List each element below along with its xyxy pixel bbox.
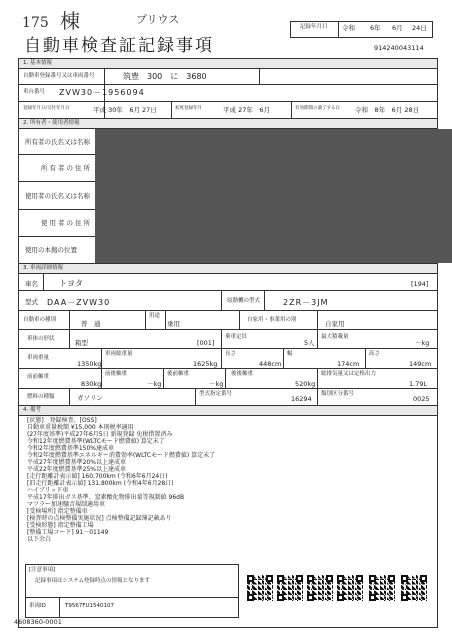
redacted-owner-info [95, 129, 452, 263]
registration-number: 筑豊 300 に 3680 [123, 72, 207, 81]
first-registration: 平成 27年 6月 [223, 106, 270, 114]
notes-box [25, 564, 239, 618]
remark-line: 平成17年排出ガス基準、窒素酸化物排出量等規制値 96dB [27, 494, 185, 501]
remark-line: (27年度基準)平成27年6月5日 新規登録 免税措置済み [27, 431, 173, 438]
rear-front-axle: －kg [209, 380, 224, 388]
remark-line: [受検場所] 指定整備車 [27, 508, 88, 515]
vehicle-width: 174cm [337, 360, 360, 368]
displacement: 1.79L [409, 380, 428, 388]
notes-text: 記録事項はシステム登録時点の情報となります [35, 578, 150, 584]
remark-line: 令和2年度燃費基準エネルギー消費効率(WLTCモード燃費値) 算定未了 [27, 452, 216, 459]
registration-date: 平成 30年 6月 27日 [93, 106, 157, 114]
remark-line: [受検形態] 指定整備工場 [27, 522, 94, 529]
doc-number: 914240043114 [374, 44, 424, 52]
remark-line: [状態] 登録検査、[OSS] [27, 417, 97, 424]
remark-line: [走行距離計表示値] 160,700km (令和6年6月24日) [27, 473, 168, 480]
body-shape: 箱型 [75, 339, 88, 347]
rear-rear-axle: 520kg [295, 380, 316, 388]
vehicle-height: 149cm [409, 360, 432, 368]
notes-heading: [注意事項] [29, 567, 56, 573]
page-title: 自動車検査証記録事項 [24, 36, 214, 56]
vehicle-use: 乗用 [167, 320, 180, 328]
section-basic: 1. 基本情報 [23, 60, 52, 66]
engine-code: 2ZR－3JM [283, 298, 329, 307]
handwritten-katakana: プリウス [136, 13, 180, 26]
qr-code [337, 575, 363, 601]
footer-number: 4608360-0001 [14, 618, 62, 626]
model-code: DAA－ZVW30 [47, 298, 111, 307]
remark-line: 令和12年度燃費基準(WLTCモード燃費値) 算定未了 [27, 438, 165, 445]
remark-line: 自動車重量税額 ¥15,000 本則税率適用 [27, 424, 134, 431]
class-number: 0025 [413, 395, 430, 403]
qr-code [247, 575, 273, 601]
chassis-number: ZVW30－1956094 [59, 88, 145, 97]
fuel-type: ガソリン [77, 394, 103, 402]
vehicle-weight: 1350kg [77, 360, 102, 368]
section-vehicle: 3. 車両詳細情報 [23, 265, 63, 271]
vehicle-purpose: 自家用 [325, 320, 345, 328]
front-front-axle: 830kg [81, 380, 102, 388]
seating-capacity: 5人 [304, 339, 315, 347]
remark-line: 平成22年度燃費基準25%以上達成車 [27, 466, 126, 473]
qr-code [277, 575, 303, 601]
vehicle-id: T9567FU1540107 [65, 603, 115, 609]
vehicle-length: 448cm [259, 360, 282, 368]
remark-line: 令和2年度燃費基準150%達成車 [27, 445, 114, 452]
section-remarks: 4. 備考 [23, 407, 41, 413]
type-designation: 16294 [291, 395, 312, 403]
qr-code [369, 575, 395, 601]
qr-code [307, 575, 333, 601]
remark-line: [旧走行距離計表示値] 131,800km (令和4年6月28日) [27, 480, 174, 487]
remark-line: 平成27年度燃費基準20%以上達成車 [27, 459, 126, 466]
issue-date-label: 記録年月日 [300, 24, 328, 30]
remark-line: ハイブリッド車 [27, 487, 69, 494]
record-sheet: 1. 基本情報 自動車登録番号又は車両番号 筑豊 300 に 3680 車台番号 ZVW30－1956094 登録年月日/交付年月日 平成 30年 6月 27日 初度登録年月 平成 27年 6月 有効期間の満了する日 令和 8年 6月 28日 2. 所有者・使用者情報 所有者の氏名又は名称 所有者の住所 使用者の氏名又は名称 使用者の住所 使用の本拠の位置 3. 車両詳細情報 車名 トヨタ [194] 型式 DAA－ZVW30 原動機の型式 2ZR－3JM 自動車の種別 普 通 用途 乗用 自家用・事業用の別 自家用 車体の形状 箱型 [001] 乗車定員 5人 最大積載量 －kg 車両重量 1350kg 車両総重量 1625kg 長さ 448cm 幅 174cm 高さ 149cm 前前軸重 830kg 前後軸重 －kg 後前軸重 －kg 後後軸重 520kg 総排気量又は定格出力 1.79L 燃料の種類 ガソリン 型式指定番号 16294 類別区分番号 0025 4. 備考 [状態] 登録検査、[OSS] 自動車重量税額 ¥15,000 本則税率適用 (27年度基準)平成27年6月5日 新規登録 免税措置済み 令和12年度燃費基準(WLTCモード燃費値) 算定未了 令和2年度燃費基準150%達成車 令和2年度燃費基準エネルギー消費効率(WLTCモード燃費値) 算定未了 平成27年度燃費基準20%以上達成車 平成22年度燃費基準25%以上達成車 [走行距離計表示値] 160,700km (令和6年6月24日) [旧走行距離計表示値] 131,800km (令和4年6月28日) ハイブリッド車 平成17年排出ガス基準、窒素酸化物排出量等規制値 96dB マフラー加速騒音規制適用車 [受検場所] 指定整備車 [検査時の点検整備実施状況] 点検整備記録簿記載あり [受検形態] 指定整備工場 [整備工場コード] 91－01149 以下余白 [注意事項] 記録事項はシステム登録時点の情報となります 車両ID T9567FU1540107 [18, 58, 438, 628]
remark-line: マフラー加速騒音規制適用車 [27, 501, 106, 508]
handwritten-code: 175 [22, 15, 49, 31]
vehicle-kind: 普 通 [81, 320, 101, 328]
expiry-date: 令和 8年 6月 28日 [355, 106, 420, 114]
qr-code [401, 575, 427, 601]
gross-weight: 1625kg [193, 360, 218, 368]
maker-name: トヨタ [59, 279, 83, 288]
section-owner: 2. 所有者・使用者情報 [23, 120, 80, 126]
max-load: －kg [415, 339, 430, 347]
remark-line: [整備工場コード] 91－01149 [27, 529, 109, 536]
handwritten-kanji: 棟 [60, 9, 80, 33]
front-rear-axle: －kg [147, 380, 162, 388]
remark-line: [検査時の点検整備実施状況] 点検整備記録簿記載あり [27, 515, 172, 522]
remark-line: 以下余白 [27, 536, 52, 543]
